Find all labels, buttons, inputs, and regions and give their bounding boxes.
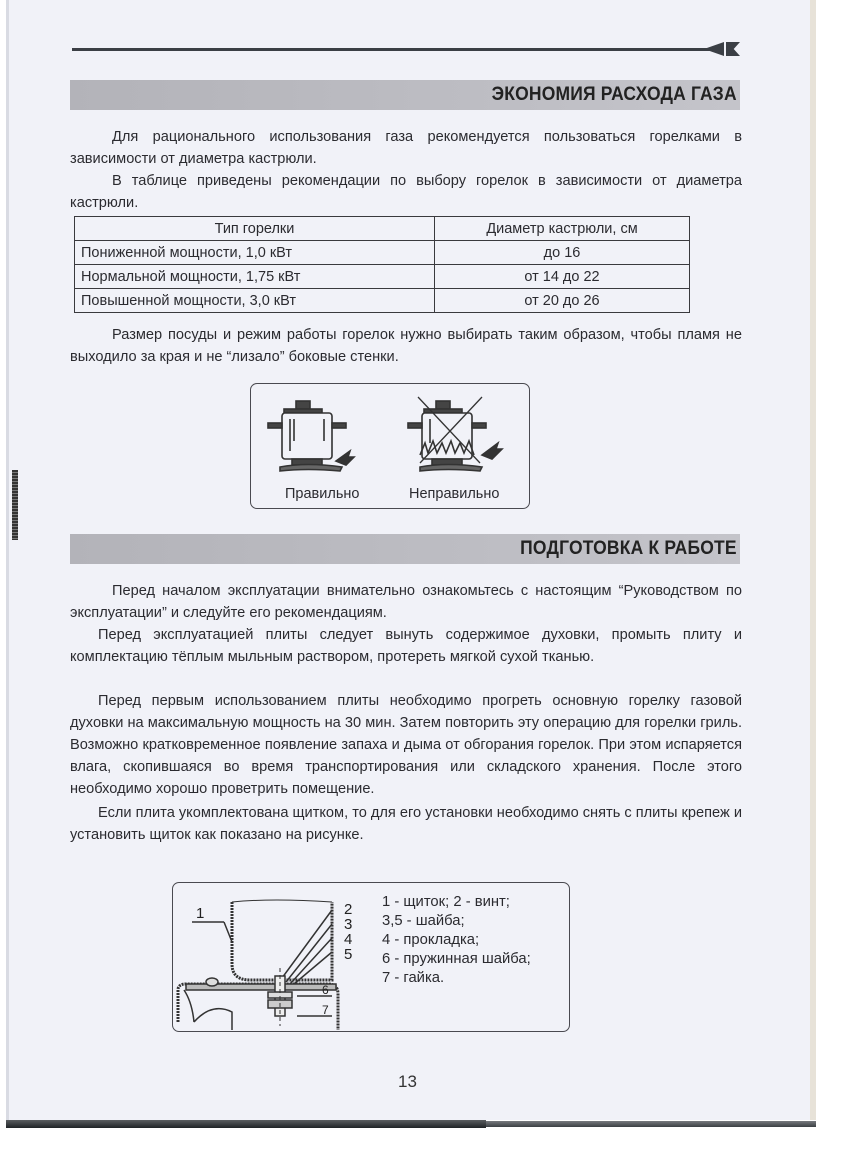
paragraph <box>70 690 742 800</box>
section-header-preparation <box>70 534 740 564</box>
burner-table <box>74 216 690 313</box>
pot-illustrations <box>250 383 530 483</box>
correct-pot-icon <box>268 401 354 471</box>
page-right-edge <box>810 0 816 1120</box>
pot-diameter: от 20 до 26 <box>435 289 690 313</box>
top-arrow-rule <box>72 48 722 51</box>
legend-item: 4 - прокладка; <box>382 932 480 948</box>
callout-3: 3 <box>344 916 353 933</box>
legend-item: 1 - щиток; 2 - винт; <box>382 894 510 910</box>
page-number: 13 <box>398 1072 417 1091</box>
incorrect-label: Неправильно <box>409 486 500 502</box>
column-header: Тип горелки <box>75 217 435 241</box>
paragraph <box>70 802 742 846</box>
pot-diameter: от 14 до 22 <box>435 265 690 289</box>
callout-5: 5 <box>344 946 353 963</box>
legend-item: 3,5 - шайба; <box>382 913 465 929</box>
section-title: ЭКОНОМИЯ РАСХОДА ГАЗА <box>491 84 737 105</box>
legend-item: 6 - пружинная шайба; <box>382 951 531 967</box>
burner-type: Нормальной мощности, 1,75 кВт <box>75 265 435 289</box>
incorrect-pot-icon <box>408 397 502 471</box>
pot-diameter: до 16 <box>435 241 690 265</box>
callout-7: 7 <box>322 1003 329 1017</box>
callout-2: 2 <box>344 901 353 918</box>
bottom-rule <box>6 1120 486 1128</box>
table-row <box>75 289 690 313</box>
correct-label: Правильно <box>285 486 360 502</box>
section-header-gas-economy <box>70 80 740 110</box>
column-header: Диаметр кастрюли, см <box>435 217 690 241</box>
paragraph <box>70 624 742 668</box>
burner-type: Повышенной мощности, 3,0 кВт <box>75 289 435 313</box>
paragraph-text: Для рационального использования газа рекомендуется пользоваться горелками в зависимости от диаметра кастрюли. <box>70 129 742 167</box>
callout-4: 4 <box>344 931 353 948</box>
page-left-edge <box>6 0 9 1120</box>
table-row <box>75 241 690 265</box>
paragraph-text: В таблице приведены рекомендации по выбору горелок в зависимости от диаметра кастрюли. <box>70 173 742 211</box>
arrow-head-icon <box>704 42 724 56</box>
paragraph-text: Перед первым использованием плиты необходимо прогреть основную горелку газовой духовки на максимальную мощность на 30 мин. Затем повторить эту операцию для горелки гриль. Возможно кратковременное появление запаха и дыма от обгорания горелок. При этом испаряется влага, скопившаяся во время транспортирования или складского хранения. После этого необходимо хорошо проветрить помещение. <box>70 693 742 797</box>
callout-6: 6 <box>322 983 329 997</box>
paragraph <box>70 126 742 170</box>
bottom-rule-end <box>486 1121 816 1127</box>
paragraph-text: Перед эксплуатацией плиты следует вынуть содержимое духовки, промыть плиту и комплектацию тёплым мыльным раствором, протереть мягкой сухой тканью. <box>70 627 742 665</box>
table-header-row <box>75 217 690 241</box>
legend-item: 7 - гайка. <box>382 970 445 986</box>
shield-section-drawing <box>172 882 382 1030</box>
callout-1: 1 <box>196 905 205 922</box>
paragraph <box>70 324 742 368</box>
paragraph-text: Размер посуды и режим работы горелок нужно выбирать таким образом, чтобы пламя не выходило за края и не “лизало” боковые стенки. <box>70 327 742 365</box>
figure-legend <box>382 893 531 988</box>
section-title: ПОДГОТОВКА К РАБОТЕ <box>519 538 737 559</box>
paragraph <box>70 580 742 624</box>
paragraph <box>70 170 742 214</box>
paragraph-text: Если плита укомплектована щитком, то для его установки необходимо снять с плиты крепеж и установить щиток как показано на рисунке. <box>70 805 742 843</box>
binding-mark <box>12 470 18 540</box>
burner-type: Пониженной мощности, 1,0 кВт <box>75 241 435 265</box>
paragraph-text: Перед началом эксплуатации внимательно ознакомьтесь с настоящим “Руководством по эксплуатации” и следуйте его рекомендациям. <box>70 583 742 621</box>
table-row <box>75 265 690 289</box>
